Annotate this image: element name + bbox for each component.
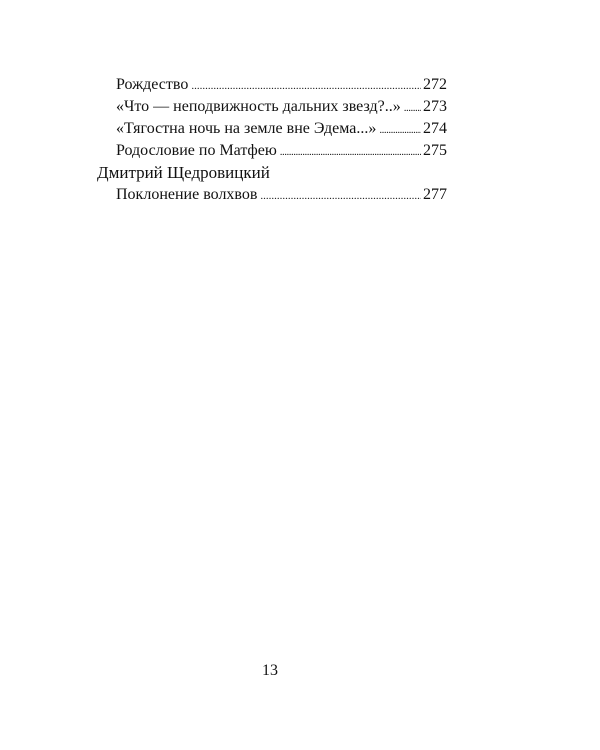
toc-dot-leader — [404, 97, 421, 119]
toc-author-name: Дмитрий Щедровицкий — [97, 163, 270, 182]
toc-entry — [97, 96, 447, 118]
toc-entry-page: 274 — [423, 120, 447, 137]
toc-dot-leader — [280, 141, 421, 163]
toc-entry-page: 277 — [423, 186, 447, 203]
toc-entry-title: Родословие по Матфею — [116, 142, 277, 159]
toc-dot-leader — [260, 185, 421, 207]
toc-entry-page: 275 — [423, 142, 447, 159]
toc-entry-title: «Что — неподвижность дальних звезд?..» — [116, 98, 401, 115]
toc-author-heading — [97, 162, 447, 184]
toc-dot-leader — [379, 119, 421, 141]
toc-dot-leader — [191, 75, 421, 97]
page-number: 13 — [262, 662, 278, 679]
toc-entry-title: Рождество — [116, 76, 189, 93]
toc-entry-title: «Тягостна ночь на земле вне Эдема...» — [116, 120, 377, 137]
toc-entry-page: 273 — [423, 98, 447, 115]
toc-entry — [97, 184, 447, 206]
table-of-contents — [97, 74, 447, 206]
toc-entry — [97, 118, 447, 140]
toc-entry-title: Поклонение волхвов — [116, 186, 258, 203]
toc-entry — [97, 74, 447, 96]
toc-entry — [97, 140, 447, 162]
toc-entry-page: 272 — [423, 76, 447, 93]
